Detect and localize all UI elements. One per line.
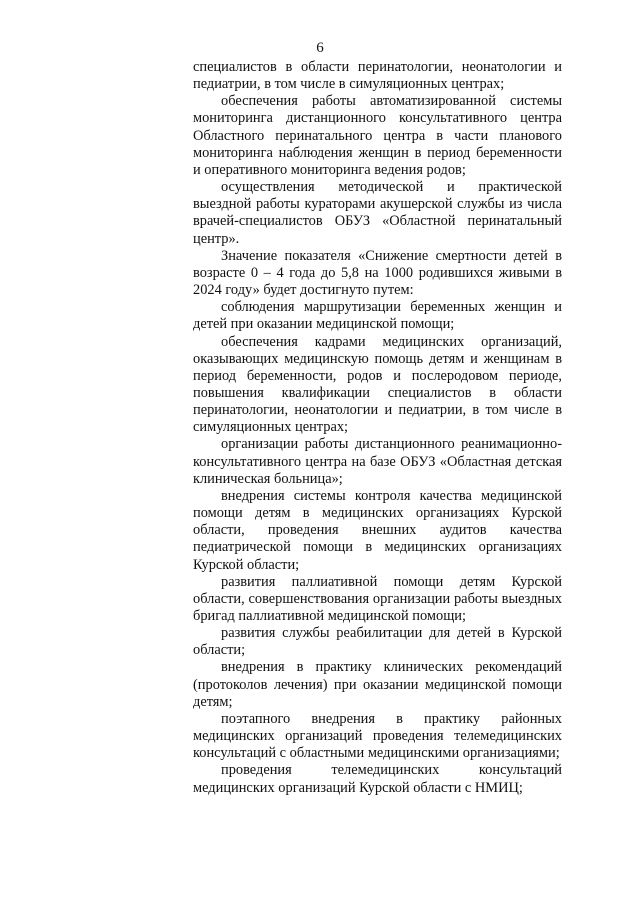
paragraph: развития службы реабилитации для детей в Курской области; [193, 625, 562, 659]
paragraph: проведения телемедицинских консультаций медицинских организаций Курской области с НМИЦ; [193, 762, 562, 796]
paragraph: обеспечения работы автоматизированной системы мониторинга дистанционного консультативного центра Областного перинатального центра в части планового мониторинга наблюдения женщин в период беременности и оперативного мониторинга ведения родов; [193, 93, 562, 178]
paragraph: организации работы дистанционного реанимационно-консультативного центра на базе ОБУЗ «Областная детская клиническая больница»; [193, 436, 562, 487]
paragraph-continuation: специалистов в области перинатологии, неонатологии и педиатрии, в том числе в симуляционных центрах; [193, 59, 562, 93]
paragraph: соблюдения маршрутизации беременных женщин и детей при оказании медицинской помощи; [193, 299, 562, 333]
paragraph: Значение показателя «Снижение смертности детей в возрасте 0 – 4 года до 5,8 на 1000 родившихся живыми в 2024 году» будет достигнуто путем: [193, 247, 562, 299]
paragraph: обеспечения кадрами медицинских организаций, оказывающих медицинскую помощь детям и женщинам в период беременности, родов и послеродовом периоде, повышения квалификации специалистов в области перинатологии, неонатологии и педиатрии, в том числе в симуляционных центрах; [193, 333, 562, 436]
paragraph: поэтапного внедрения в практику районных медицинских организаций проведения телемедицинских консультаций с областными медицинскими организациями; [193, 710, 562, 762]
page-number: 6 [316, 40, 324, 56]
paragraph: внедрения в практику клинических рекомендаций (протоколов лечения) при оказании медицинской помощи детям; [193, 659, 562, 710]
document-body [193, 59, 562, 797]
paragraph: развития паллиативной помощи детям Курской области, совершенствования организации работы выездных бригад паллиативной медицинской помощи; [193, 573, 562, 624]
paragraph: осуществления методической и практической выездной работы кураторами акушерской службы из числа врачей-специалистов ОБУЗ «Областной перинатальный центр». [193, 179, 562, 247]
paragraph: внедрения системы контроля качества медицинской помощи детям в медицинских организациях Курской области, проведения внешних аудитов качества педиатрической помощи в медицинских организациях Курской области; [193, 487, 562, 573]
